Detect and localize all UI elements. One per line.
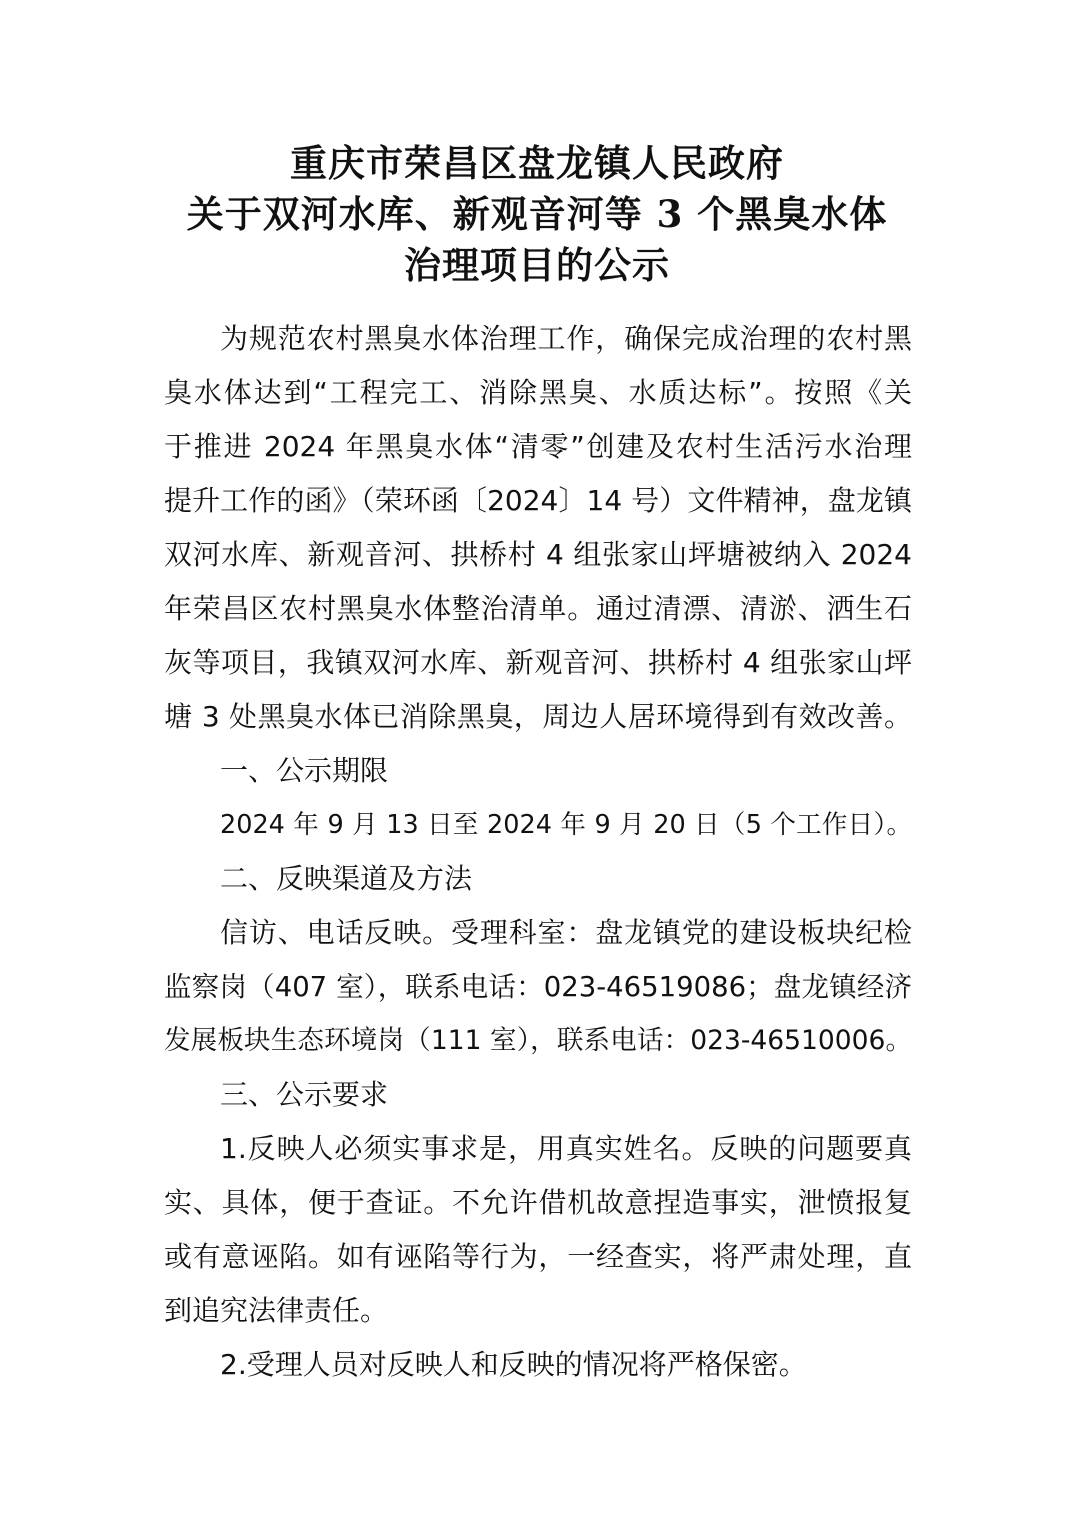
section-3-item-2: 2.受理人员对反映人和反映的情况将严格保密。 — [220, 1348, 807, 1381]
document-title — [0, 138, 1074, 291]
intro-line-1: 为规范农村黑臭水体治理工作，确保完成治理的农村黑 — [220, 322, 912, 355]
intro-line-3: 于推进 2024 年黑臭水体“清零”创建及农村生活污水治理 — [164, 430, 912, 463]
section-2-line-1: 信访、电话反映。受理科室：盘龙镇党的建设板块纪检 — [220, 916, 912, 949]
section-3-item-1-line-4: 到追究法律责任。 — [164, 1294, 389, 1327]
title-line-2: 关于双河水库、新观音河等 3 个黑臭水体 — [186, 192, 888, 236]
intro-line-8: 塘 3 处黑臭水体已消除黑臭，周边人居环境得到有效改善。 — [164, 700, 912, 733]
intro-line-7: 灰等项目，我镇双河水库、新观音河、拱桥村 4 组张家山坪 — [164, 646, 912, 679]
section-1-content: 2024 年 9 月 13 日至 2024 年 9 月 20 日（5 个工作日）。 — [220, 810, 912, 840]
intro-line-2: 臭水体达到“工程完工、消除黑臭、水质达标”。按照《关 — [164, 376, 912, 409]
intro-line-6: 年荣昌区农村黑臭水体整治清单。通过清漂、清淤、洒生石 — [164, 592, 912, 625]
section-3-heading: 三、公示要求 — [220, 1078, 389, 1111]
section-2-heading: 二、反映渠道及方法 — [220, 862, 473, 895]
section-2-line-3: 发展板块生态环境岗（111 室），联系电话：023-46510006。 — [164, 1025, 912, 1056]
section-1-heading: 一、公示期限 — [220, 754, 389, 787]
section-3-item-1-line-1: 1.反映人必须实事求是，用真实姓名。反映的问题要真 — [220, 1132, 912, 1165]
section-3-item-1-line-2: 实、具体，便于查证。不允许借机故意捏造事实，泄愤报复 — [164, 1186, 912, 1219]
title-line-3: 治理项目的公示 — [404, 243, 670, 287]
intro-line-5: 双河水库、新观音河、拱桥村 4 组张家山坪塘被纳入 2024 — [164, 538, 912, 571]
intro-line-4: 提升工作的函》（荣环函〔2024〕14 号）文件精神，盘龙镇 — [164, 484, 912, 517]
document-body — [164, 312, 912, 1392]
title-line-1: 重庆市荣昌区盘龙镇人民政府 — [290, 141, 784, 185]
section-2-line-2: 监察岗（407 室），联系电话：023-46519086；盘龙镇经济 — [164, 971, 912, 1003]
section-3-item-1-line-3: 或有意诬陷。如有诬陷等行为，一经查实，将严肃处理，直 — [164, 1240, 912, 1273]
